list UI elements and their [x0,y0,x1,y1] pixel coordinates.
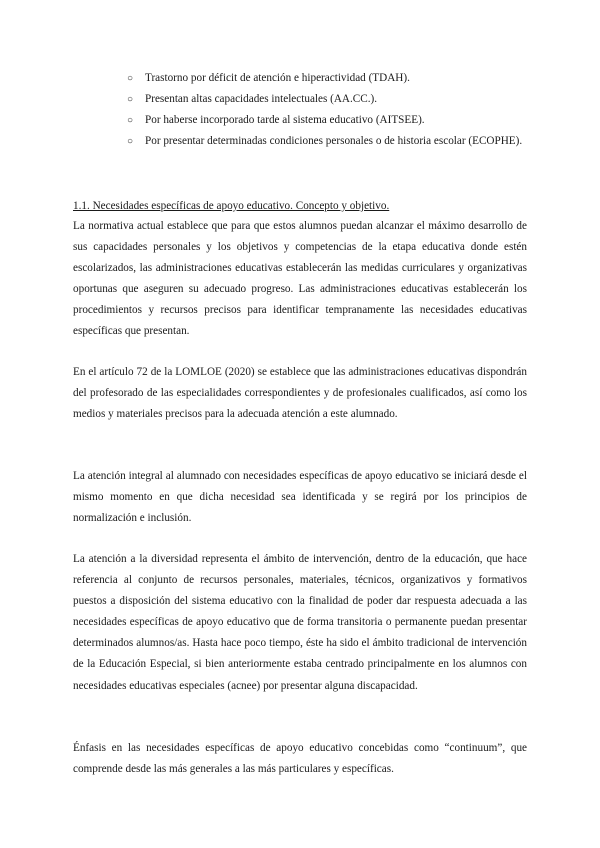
paragraph: En el artículo 72 de la LOMLOE (2020) se establece que las administraciones educativas dispondrán del profesorado de las especialidades correspondientes y de profesionales cualificados, así como los medios y materiales precisos para la adecuada atención a este alumnado. [73,366,527,421]
section-heading: 1.1. Necesidades específicas de apoyo educativo. Concepto y objetivo. [73,200,390,212]
list-item: ○ Por haberse incorporado tarde al sistema educativo (AITSEE). [127,110,527,131]
list-item: ○ Por presentar determinadas condiciones personales o de historia escolar (ECOPHE). [127,131,527,152]
circle-bullet-icon: ○ [127,136,134,147]
list-item: ○ Trastorno por déficit de atención e hiperactividad (TDAH). [127,68,527,89]
circle-bullet-icon: ○ [127,115,134,126]
paragraph: La atención a la diversidad representa el ámbito de intervención, dentro de la educación, que hace referencia al conjunto de recursos personales, materiales, técnicos, organizativos y formativos puestos a disposición del sistema educativo con la finalidad de poder dar respuesta adecuada a las necesidades específicas de apoyo educativo que de forma transitoria o permanente puedan presentar determinados alumnos/as. Hasta hace poco tiempo, éste ha sido el ámbito tradicional de intervención de la Educación Especial, si bien anteriormente estaba centrado principalmente en los alumnos con necesidades educativas especiales (acnee) por presentar alguna discapacidad. [73,553,527,692]
bullet-list [127,68,527,152]
list-item: ○ Presentan altas capacidades intelectuales (AA.CC.). [127,89,527,110]
paragraph: Énfasis en las necesidades específicas de apoyo educativo concebidas como “continuum”, que comprende desde las más generales a las más particulares y específicas. [73,742,527,776]
paragraph: La atención integral al alumnado con necesidades específicas de apoyo educativo se iniciará desde el mismo momento en que dicha necesidad sea identificada y se regirá por los principios de normalización e inclusión. [73,470,527,525]
circle-bullet-icon: ○ [127,94,134,105]
circle-bullet-icon: ○ [127,73,134,84]
paragraph: La normativa actual establece que para que estos alumnos puedan alcanzar el máximo desarrollo de sus capacidades personales y los objetivos y competencias de la etapa educativa donde estén escolarizados, las administraciones educativas establecerán las medidas curriculares y organizativas oportunas que aseguren su adecuado progreso. Las administraciones educativas establecerán los procedimientos y recursos precisos para identificar tempranamente las necesidades educativas específicas que presentan. [73,220,527,338]
